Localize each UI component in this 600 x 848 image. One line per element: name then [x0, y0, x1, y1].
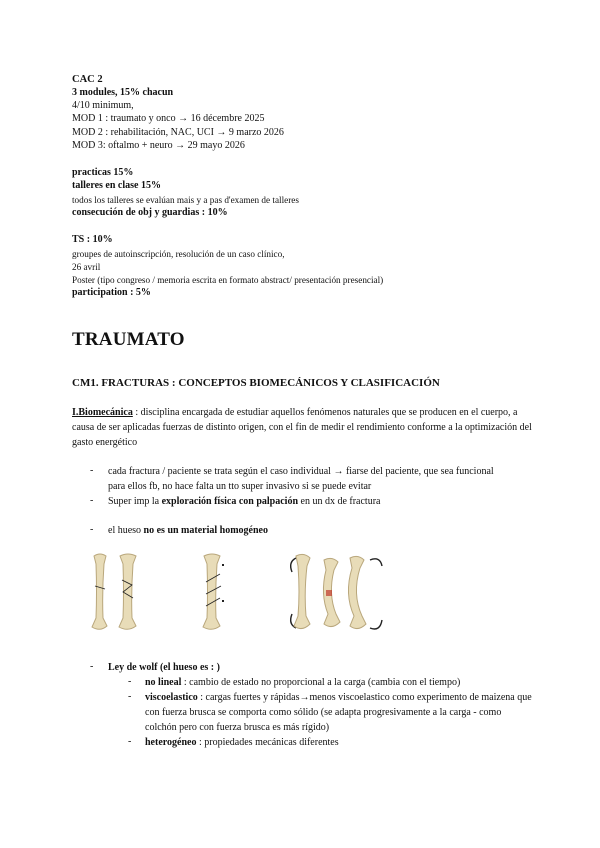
cac-heading: CAC 2	[72, 74, 103, 85]
bullet-dash-4: -	[90, 661, 94, 672]
biomecanica-paragraph	[72, 405, 532, 450]
wolf-item-viscoelastico-label: viscoelastico	[145, 692, 198, 703]
wolf-dash-2: -	[128, 691, 132, 702]
consecucion-label: consecución de obj y guardias	[72, 207, 200, 218]
minimum-line: 4/10 minimum,	[72, 100, 134, 111]
bone-c	[348, 556, 366, 628]
talleres-line: talleres en clase 15%	[72, 180, 161, 191]
bullet-hueso-pre: el hueso	[108, 525, 144, 536]
wolf-item-viscoelastico	[145, 690, 535, 735]
wolf-item-heterogeneo-label: heterogéneo	[145, 737, 197, 748]
bone-left	[92, 554, 107, 629]
wolf-item-heterogeneo	[145, 735, 535, 750]
wolf-item-no-lineal-label: no lineal	[145, 677, 182, 688]
participation-value: : 5%	[127, 287, 151, 298]
bullet-fractura-individual: cada fractura / paciente se trata según el caso individual → fiarse del paciente, que sea funcional para ellos fb, no hace falta un tto super invasivo si se puede evitar	[108, 466, 494, 492]
mod3-line: MOD 3: oftalmo + neuro → 29 mayo 2026	[72, 140, 245, 151]
bullet-exploracion-post: en un dx de fractura	[298, 496, 381, 507]
bone-figure-3	[286, 552, 386, 634]
bend-arrow-right-top	[370, 559, 382, 566]
ts-value: : 10%	[84, 234, 113, 245]
consecucion-value: : 10%	[199, 207, 228, 218]
spiral-bone	[203, 554, 220, 629]
ts-groups: groupes de autoinscripción, resolución de un caso clínico,	[72, 249, 285, 259]
modules-line: 3 modules, 15% chacun	[72, 87, 174, 98]
wolf-item-viscoelastico-text: : cargas fuertes y rápidas→menos viscoelastico como experimento de maizena que con fuerza brusca se comporta como sólido (se adapta progresivamente a la carga - como colchón pero con fuerza brusca es más rígido)	[145, 692, 532, 733]
marker-dot-2	[222, 600, 224, 602]
participation-label: participation	[72, 287, 128, 298]
consecucion-line	[72, 207, 228, 219]
bullet-hueso-bold: no es un material homogéneo	[143, 525, 268, 536]
bullet-exploracion-bold: exploración física con palpación	[161, 496, 299, 507]
stress-marker	[326, 590, 332, 596]
marker-dot-1	[222, 564, 224, 566]
bone-figure-2	[190, 552, 246, 634]
bullet-hueso	[108, 523, 508, 538]
bone-right	[119, 554, 136, 629]
biomecanica-text: : disciplina encargada de estudiar aquellos fenómenos naturales que se producen en el cuerpo, a causa de ser aplicadas fuerzas de distinto origen, con el fin de medir el rendimiento conforme a la optimización del gasto energético	[72, 407, 532, 448]
bend-arrow-right-bottom	[370, 620, 382, 629]
ts-label: TS	[72, 234, 85, 245]
ts-date: 26 avril	[72, 262, 101, 272]
mod1-line: MOD 1 : traumato y onco → 16 décembre 2025	[72, 113, 265, 124]
wolf-title: Ley de wolf (el hueso es : )	[108, 662, 220, 673]
participation-line	[72, 287, 151, 299]
wolf-dash-1: -	[128, 676, 132, 687]
ts-poster: Poster (tipo congreso / memoria escrita en formato abstract/ presentación presencial)	[72, 275, 384, 285]
biomecanica-label: I.Biomecánica	[72, 407, 133, 418]
bullet-exploracion	[108, 494, 528, 509]
subsection-title: CM1. FRACTURAS : CONCEPTOS BIOMECÁNICOS Y CLASIFICACIÓN	[72, 377, 440, 389]
bullet-exploracion-pre: Super imp la	[108, 496, 162, 507]
bone-figure-1	[86, 552, 150, 634]
bullet-dash-3: -	[90, 524, 94, 535]
bullet-dash-2: -	[90, 495, 94, 506]
wolf-dash-3: -	[128, 736, 132, 747]
mod2-line: MOD 2 : rehabilitación, NAC, UCI → 9 marzo 2026	[72, 127, 284, 138]
bone-a	[294, 554, 310, 628]
wolf-item-no-lineal-text: : cambio de estado no proporcional a la carga (cambia con el tiempo)	[181, 677, 461, 688]
talleres-note: todos los talleres se evalúan mais y a pas d'examen de talleres	[72, 195, 299, 205]
ts-line	[72, 234, 113, 246]
practicas-line: practicas 15%	[72, 167, 134, 178]
bend-arrow-left-top	[291, 558, 296, 572]
bullet-dash-1: -	[90, 465, 94, 476]
section-title: TRAUMATO	[72, 329, 185, 350]
wolf-item-heterogeneo-text: : propiedades mecánicas diferentes	[196, 737, 339, 748]
wolf-item-no-lineal	[145, 675, 535, 690]
